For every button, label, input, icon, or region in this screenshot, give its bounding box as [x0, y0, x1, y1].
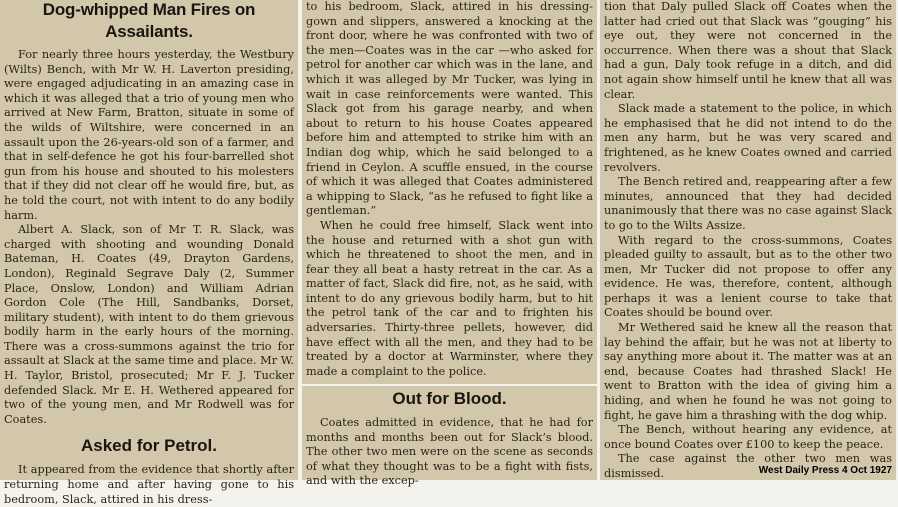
- clipping-divider: [302, 384, 597, 386]
- paragraph: Coates admitted in evidence, that he had for months and months been out for Slack’s blood. The other two men were on the scene as seconds of what they thought was to be a fight with fists, and with the excep-: [306, 416, 593, 488]
- article-headline: Dog-whipped Man Fires on Assailants.: [42, 0, 256, 41]
- source-credit: West Daily Press 4 Oct 1927: [758, 465, 892, 476]
- clipping-column-1: [0, 0, 298, 506]
- paragraph: When he could free himself, Slack went into the house and returned with a shot gun with which he threatened to shoot the men, and in fear they all beat a hasty retreat in the car. As a matter of fact, Slack did fire, not, as he said, with intent to do any grievous bodily harm, but to hit the petrol tank of the car and to frighten his adversaries. Thirty-three pellets, however, did have effect with all the men, and they had to be treated by a doctor at Warminster, where they made a complaint to the police.: [306, 218, 593, 378]
- clipping-lower-section: [302, 384, 597, 489]
- paragraph: With regard to the cross-summons, Coates pleaded guilty to assault, but as to the other two men, Mr Tucker did not propose to offer any evidence. He was, therefore, content, although perhaps it was a lenient course to take that Coates should be bound over.: [604, 233, 892, 320]
- subheading: Out for Blood.: [392, 389, 507, 408]
- paragraph: Slack made a statement to the police, in which he emphasised that he did not intend to do the men any harm, but he was very scared and frightened, as he knew Coates owned and carried revolvers.: [604, 102, 892, 174]
- subheading: Asked for Petrol.: [80, 436, 218, 456]
- clipping-column-2: [302, 0, 597, 488]
- clipping-column-3: [600, 0, 896, 480]
- paragraph: For nearly three hours yesterday, the Westbury (Wilts) Bench, with Mr W. H. Laverton presiding, were engaged adjudicating in an amazing case in which it was alleged that a trio of young men who arrived at New Farm, Bratton, situate in some of the wilds of Wiltshire, were concerned in an assault upon the 26-years-old son of a farmer, and that in self-defence he got his four-barrelled shot gun from his house and shouted to his molesters that if they did not clear off he would fire, but, as he told the court, not with intent to do any bodily harm.: [4, 48, 294, 222]
- paragraph: The Bench retired and, reappearing after a few minutes, announced that they had decided unanimously that there was no case against Slack to go to the Wilts Assize.: [604, 175, 892, 232]
- paragraph: Albert A. Slack, son of Mr T. R. Slack, was charged with shooting and wounding Donald Bateman, H. Coates (49, Drayton Gardens, London), Reginald Segrave Daly (2, Summer Place, Onslow, London) and William Adrian Gordon Cole (The Hill, Sandbanks, Dorset, military student), with intent to do them grievous bodily harm in the early hours of the morning. There was a cross-summons against the trio for assault at Slack at the same time and place. Mr W. H. Taylor, Bristol, prosecuted; Mr F. J. Tucker defended Slack. Mr E. H. Wethered appeared for two of the young men, and Mr Rodwell was for Coates.: [4, 223, 294, 426]
- paragraph: It appeared from the evidence that shortly after returning home and after having gone to his bedroom, Slack, attired in his dress-: [4, 463, 294, 506]
- paragraph: to his bedroom, Slack, attired in his dressing-gown and slippers, answered a knocking at the front door, where he was confronted with two of the men—Coates was in the car —who asked for petrol for another car which was in the lane, and which it was alleged by Mr Tucker, was lying in wait in case reinforcements were wanted. This Slack got from his garage nearby, and when about to return to his house Coates appeared before him and attempted to strike him with an Indian dog whip, which he said belonged to a friend in Ceylon. A scuffle ensued, in the course of which it was alleged that Coates administered a whipping to Slack, “as he refused to fight like a gentleman.”: [306, 0, 593, 218]
- paragraph: tion that Daly pulled Slack off Coates when the latter had cried out that Slack was “gouging” his eye out, they were not concerned in the occurrence. When there was a shout that Slack had a gun, Daly took refuge in a ditch, and did not again show himself until he knew that all was clear.: [604, 0, 892, 101]
- paragraph: The Bench, without hearing any evidence, at once bound Coates over £100 to keep the peace.: [604, 423, 892, 451]
- paragraph: Mr Wethered said he knew all the reason that lay behind the affair, but he was not at liberty to say anything more about it. The matter was at an end, because Coates had thrashed Slack! He went to Bratton with the idea of giving him a hiding, and when he found he was not going to fight, he gave him a thrashing with the dog whip.: [604, 321, 892, 422]
- paragraph: The case against the other two men was dismissed.: [604, 452, 892, 480]
